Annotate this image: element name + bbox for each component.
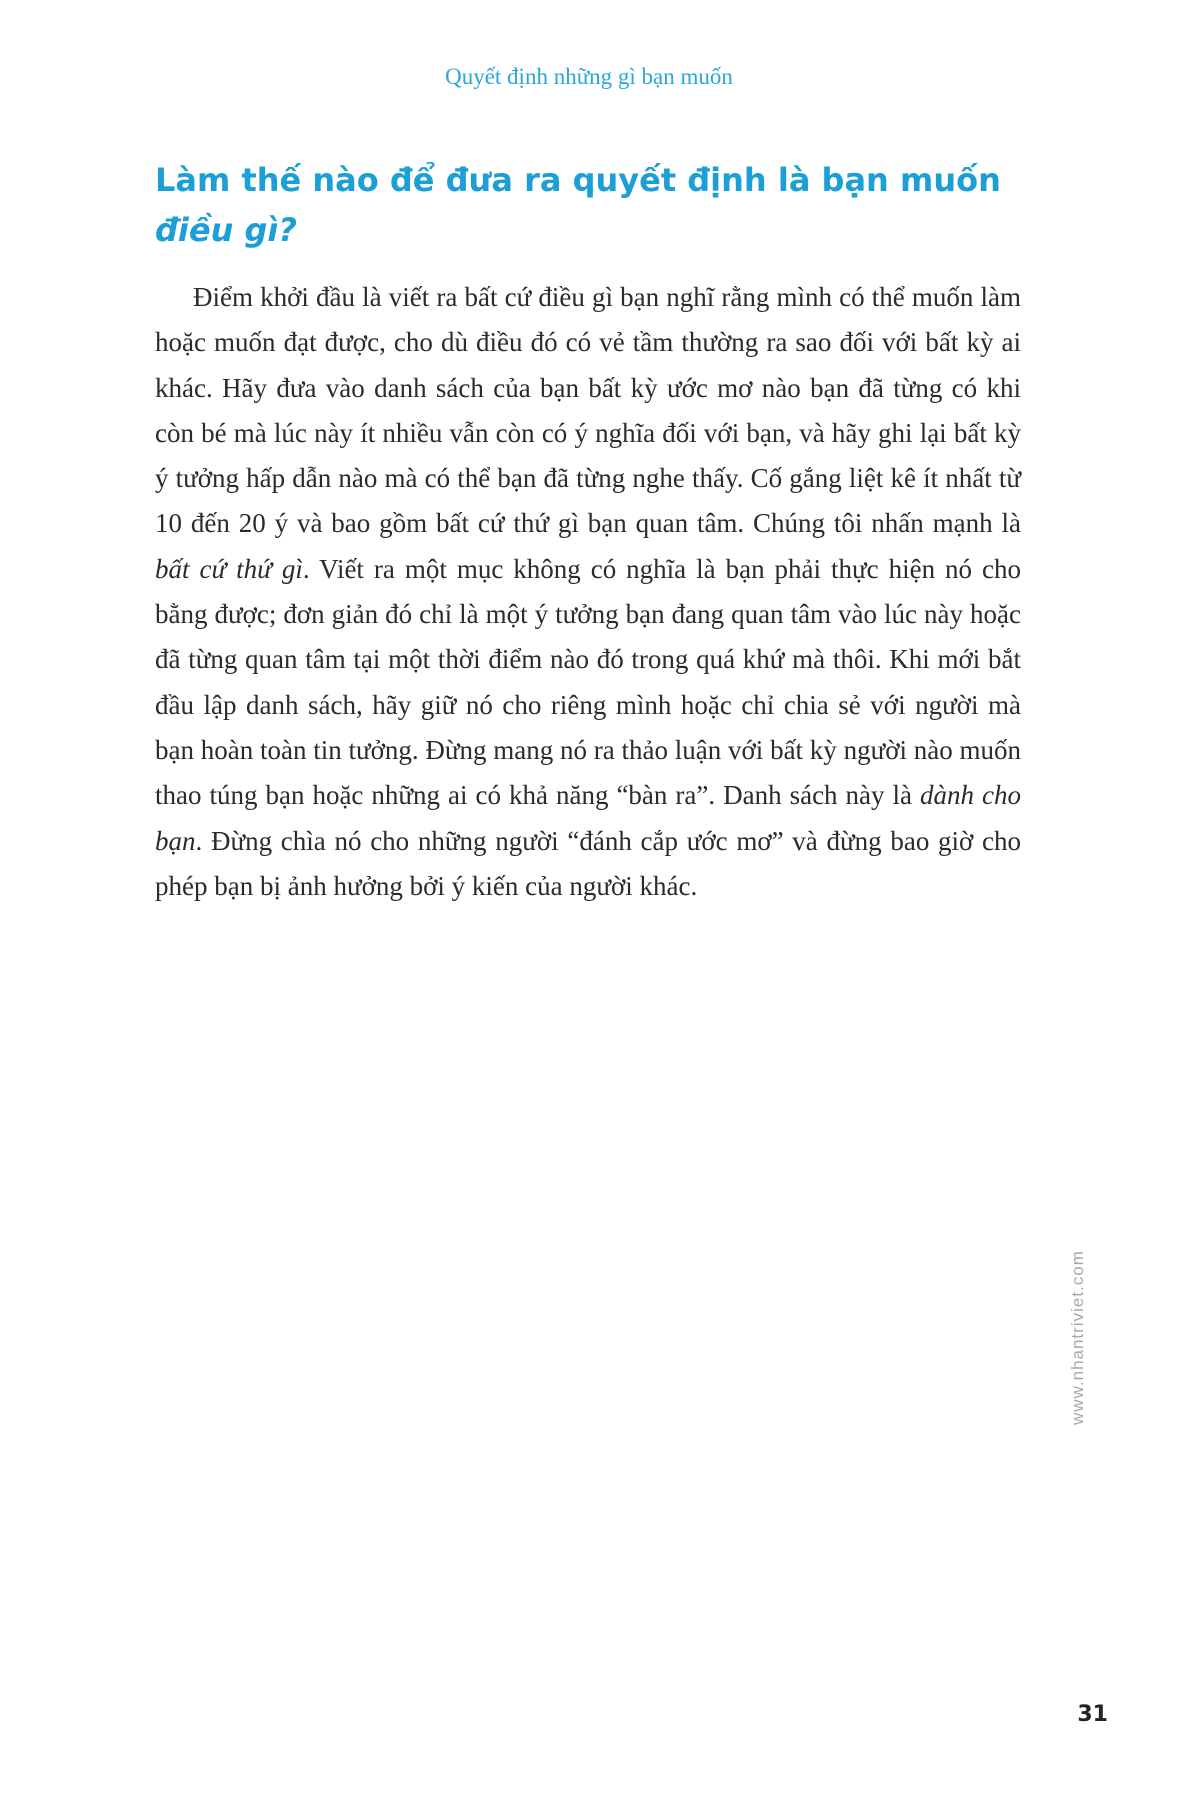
paragraph-part-1: Điểm khởi đầu là viết ra bất cứ điều gì bạn nghĩ rằng mình có thể muốn làm hoặc muốn đạt được, cho dù điều đó có vẻ tầm thường ra sao đối với bất kỳ ai khác. Hãy đưa vào danh sách của bạn bất kỳ ước mơ nào bạn đã từng có khi còn bé mà lúc này ít nhiều vẫn còn có ý nghĩa đối với bạn, và hãy ghi lại bất kỳ ý tưởng hấp dẫn nào mà có thể bạn đã từng nghe thấy. Cố gắng liệt kê ít nhất từ 10 đến 20 ý và bao gồm bất cứ thứ gì bạn quan tâm. Chúng tôi nhấn mạnh là <box>155 282 1021 539</box>
paragraph-emphasis-1: bất cứ thứ gì <box>155 553 303 584</box>
side-website-url: www.nhantriviet.com <box>1068 1250 1087 1425</box>
page-number: 31 <box>1077 1702 1108 1727</box>
paragraph-part-2: . Viết ra một mục không có nghĩa là bạn phải thực hiện nó cho bằng được; đơn giản đó chỉ là một ý tưởng bạn đang quan tâm vào lúc này hoặc đã từng quan tâm tại một thời điểm nào đó trong quá khứ mà thôi. Khi mới bắt đầu lập danh sách, hãy giữ nó cho riêng mình hoặc chỉ chia sẻ với người mà bạn hoàn toàn tin tưởng. Đừng mang nó ra thảo luận với bất kỳ người nào muốn thao túng bạn hoặc những ai có khả năng “bàn ra”. Danh sách này là <box>155 553 1021 811</box>
heading-emphasis: điều gì? <box>155 211 297 249</box>
heading-text: Làm thế nào để đưa ra quyết định là bạn muốn <box>155 161 1001 199</box>
running-header: Quyết định những gì bạn muốn <box>445 64 733 89</box>
body-paragraph <box>155 275 1021 909</box>
paragraph-part-3: . Đừng chìa nó cho những người “đánh cắp ước mơ” và đừng bao giờ cho phép bạn bị ảnh hưởng bởi ý kiến của người khác. <box>155 825 1021 901</box>
section-heading <box>155 155 1025 255</box>
paragraph-emphasis-2: dành cho bạn <box>155 780 1021 856</box>
